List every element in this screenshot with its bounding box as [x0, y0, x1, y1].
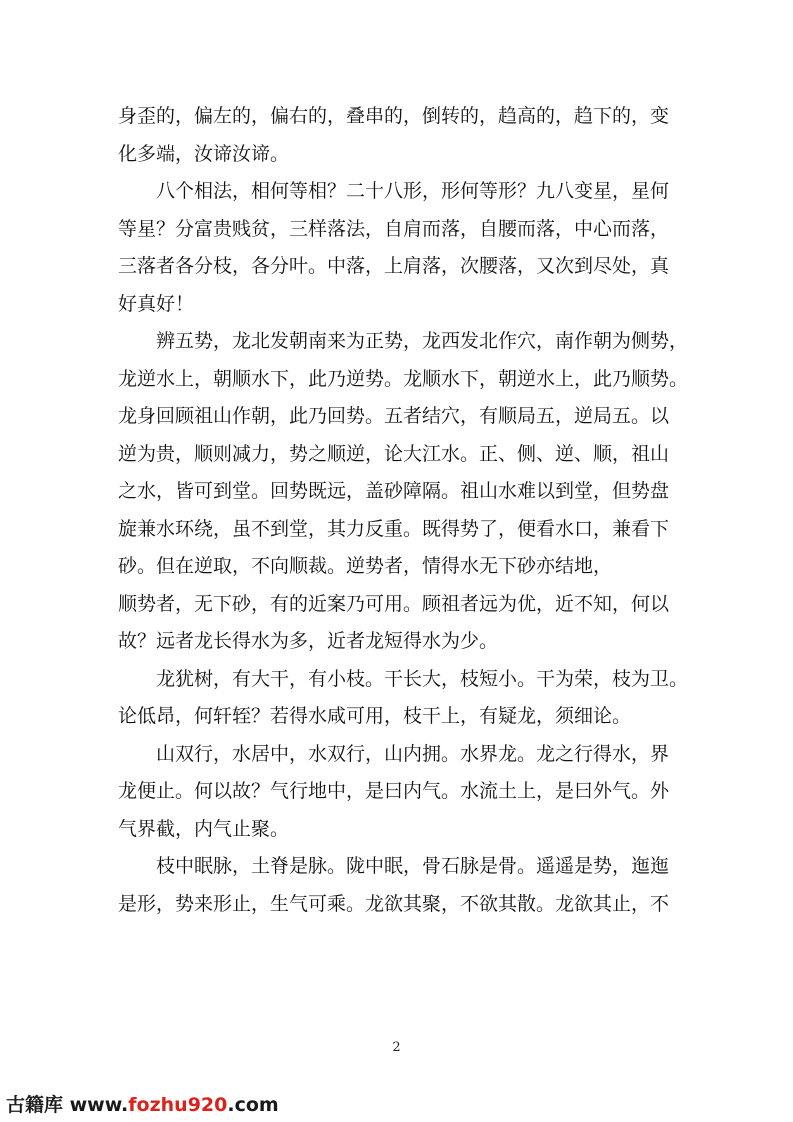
text-line: 龙身回顾祖山作朝，此乃回势。五者结穴，有顺局五，逆局五。以	[118, 405, 670, 427]
body-text	[118, 98, 689, 923]
text-line: 故？远者龙长得水为多，近者龙短得水为少。	[118, 630, 499, 652]
text-line: 逆为贵，顺则减力，势之顺逆，论大江水。正、侧、逆、顺，祖山	[118, 442, 670, 465]
text-line: 山双行，水居中，水双行，山内拥。水界龙。龙之行得水，界	[156, 742, 670, 765]
text-line: 气界截，内气止聚。	[118, 817, 290, 840]
text-line: 好真好！	[118, 292, 195, 315]
watermark-domain: fozhu920	[128, 1094, 228, 1116]
text-line: 旋兼水环绕，虽不到堂，其力反重。既得势了，便看水口，兼看下	[118, 517, 670, 540]
text-line: 龙犹树，有大干，有小枝。干长大，枝短小。干为荣，枝为卫。	[156, 667, 689, 690]
text-line: 顺势者，无下砂，有的近案乃可用。顾祖者远为优，近不知，何以	[118, 592, 670, 615]
text-line: 枝中眠脉，土脊是脉。陇中眠，骨石脉是骨。遥遥是势，迤迤	[156, 855, 670, 877]
text-line: 龙逆水上，朝顺水下，此乃逆势。龙顺水下，朝逆水上，此乃顺势。	[118, 367, 689, 390]
watermark-prefix: 古籍库 www.	[6, 1094, 129, 1116]
site-watermark	[6, 1090, 279, 1117]
watermark-suffix: .com	[227, 1094, 279, 1116]
text-line: 论低昂，何轩轾？若得水咸可用，枝干上，有疑龙，须细论。	[118, 705, 632, 727]
text-line: 砂。但在逆取，不向顺裁。逆势者，情得水无下砂亦结地，	[118, 555, 613, 577]
text-line: 三落者各分枝，各分叶。中落，上肩落，次腰落，又次到尽处，真	[118, 255, 670, 277]
text-line: 八个相法，相何等相？二十八形，形何等形？九八变星，星何	[156, 180, 670, 202]
text-line: 辨五势，龙北发朝南来为正势，龙西发北作穴，南作朝为侧势，	[156, 330, 689, 352]
text-line: 之水，皆可到堂。回势既远，盖砂障隔。祖山水难以到堂，但势盘	[118, 480, 670, 502]
text-line: 身歪的，偏左的，偏右的，叠串的，倒转的，趋高的，趋下的，变	[118, 105, 670, 127]
page-number: 2	[392, 1040, 401, 1055]
text-line: 等星？分富贵贱贫，三样落法，自肩而落，自腰而落，中心而落，	[118, 217, 670, 240]
text-line: 龙便止。何以故？气行地中，是曰内气。水流土上，是曰外气。外	[118, 780, 670, 802]
text-line: 化多端，汝谛汝谛。	[118, 142, 290, 165]
text-line: 是形，势来形止，生气可乘。龙欲其聚，不欲其散。龙欲其止，不	[118, 892, 670, 915]
